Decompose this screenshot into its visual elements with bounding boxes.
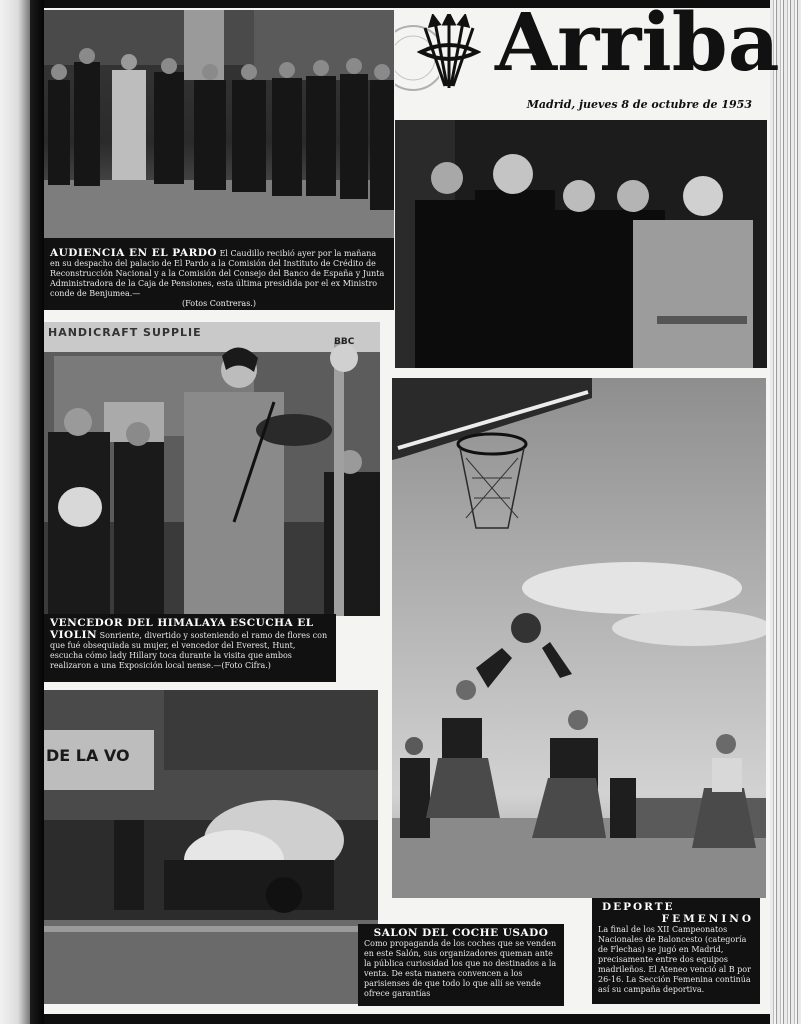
yoke-and-arrows-icon — [417, 14, 481, 92]
masthead — [395, 0, 780, 120]
photo-basketball — [392, 378, 766, 898]
headline-coche: SALON DEL COCHE USADO — [373, 927, 549, 939]
dateline: Madrid, jueves 8 de octubre de 1953 — [526, 98, 752, 111]
binding-gutter — [30, 0, 44, 1024]
sign-handicraft: HANDICRAFT SUPPLIE — [48, 326, 202, 339]
headline-himalaya: VENCEDOR DEL HIMALAYA ESCUCHA EL VIOLIN — [50, 617, 314, 641]
caption-deporte — [592, 898, 760, 1004]
masthead-title: Arriba — [495, 0, 780, 89]
caption-coche — [358, 924, 564, 1006]
photo-burning-car — [44, 690, 378, 1004]
headline-deporte-1: DEPORTE — [602, 901, 675, 913]
caption-audiencia — [44, 244, 394, 310]
adjacent-page-edge — [0, 0, 30, 1024]
sign-de-la-vo: DE LA VO — [46, 746, 130, 765]
text-coche: Como propaganda de los coches que se venden en este Salón, sus organizadores queman ante la pública curiosidad los que no destinados a la venta. De esta manera convencen a los parisienses de que todo lo que allí se vende ofrece garantías — [364, 939, 557, 998]
bbc-mic-label: BBC — [334, 337, 355, 347]
headline-audiencia: AUDIENCIA EN EL PARDO — [50, 247, 218, 259]
caption-himalaya — [44, 614, 336, 682]
photo-meeting — [395, 120, 767, 368]
text-himalaya: Sonriente, divertido y sosteniendo el ramo de flores con que fué obsequiada su mujer, el vencedor del Everest, Hunt, escucha cómo lady Hillary toca durante la visita que ambos realizaron a una Exposición local — [50, 631, 328, 670]
credit-himalaya: nense.—(Foto Cifra.) — [186, 661, 271, 670]
photo-violin — [44, 322, 380, 616]
headline-deporte-2: FEMENINO — [661, 913, 754, 925]
photo-audiencia — [44, 10, 394, 250]
credit-audiencia: (Fotos Contreras.) — [182, 299, 256, 308]
text-deporte: La final de los XII Campeonatos Nacionales de Baloncesto (categoría de Flechas) se jugó en Madrid, precisamente entre dos equipos madrileños. El Ateneo venció al B por 26-16. La Sección Femenina continúa así su campaña deportiva. — [598, 925, 751, 994]
page-stack-edge — [770, 0, 801, 1024]
text-audiencia: El Caudillo recibió ayer por la mañana en su despacho del palacio de El Pardo a la Comisión del Instituto de Crédito de Reconstrucción Nacional y a la Comisión del Consejo del Banco de España y Junta Administradora de la Caja de Pensiones, esta última presidida por el ex Ministro conde de Benjumea.— — [50, 249, 385, 298]
